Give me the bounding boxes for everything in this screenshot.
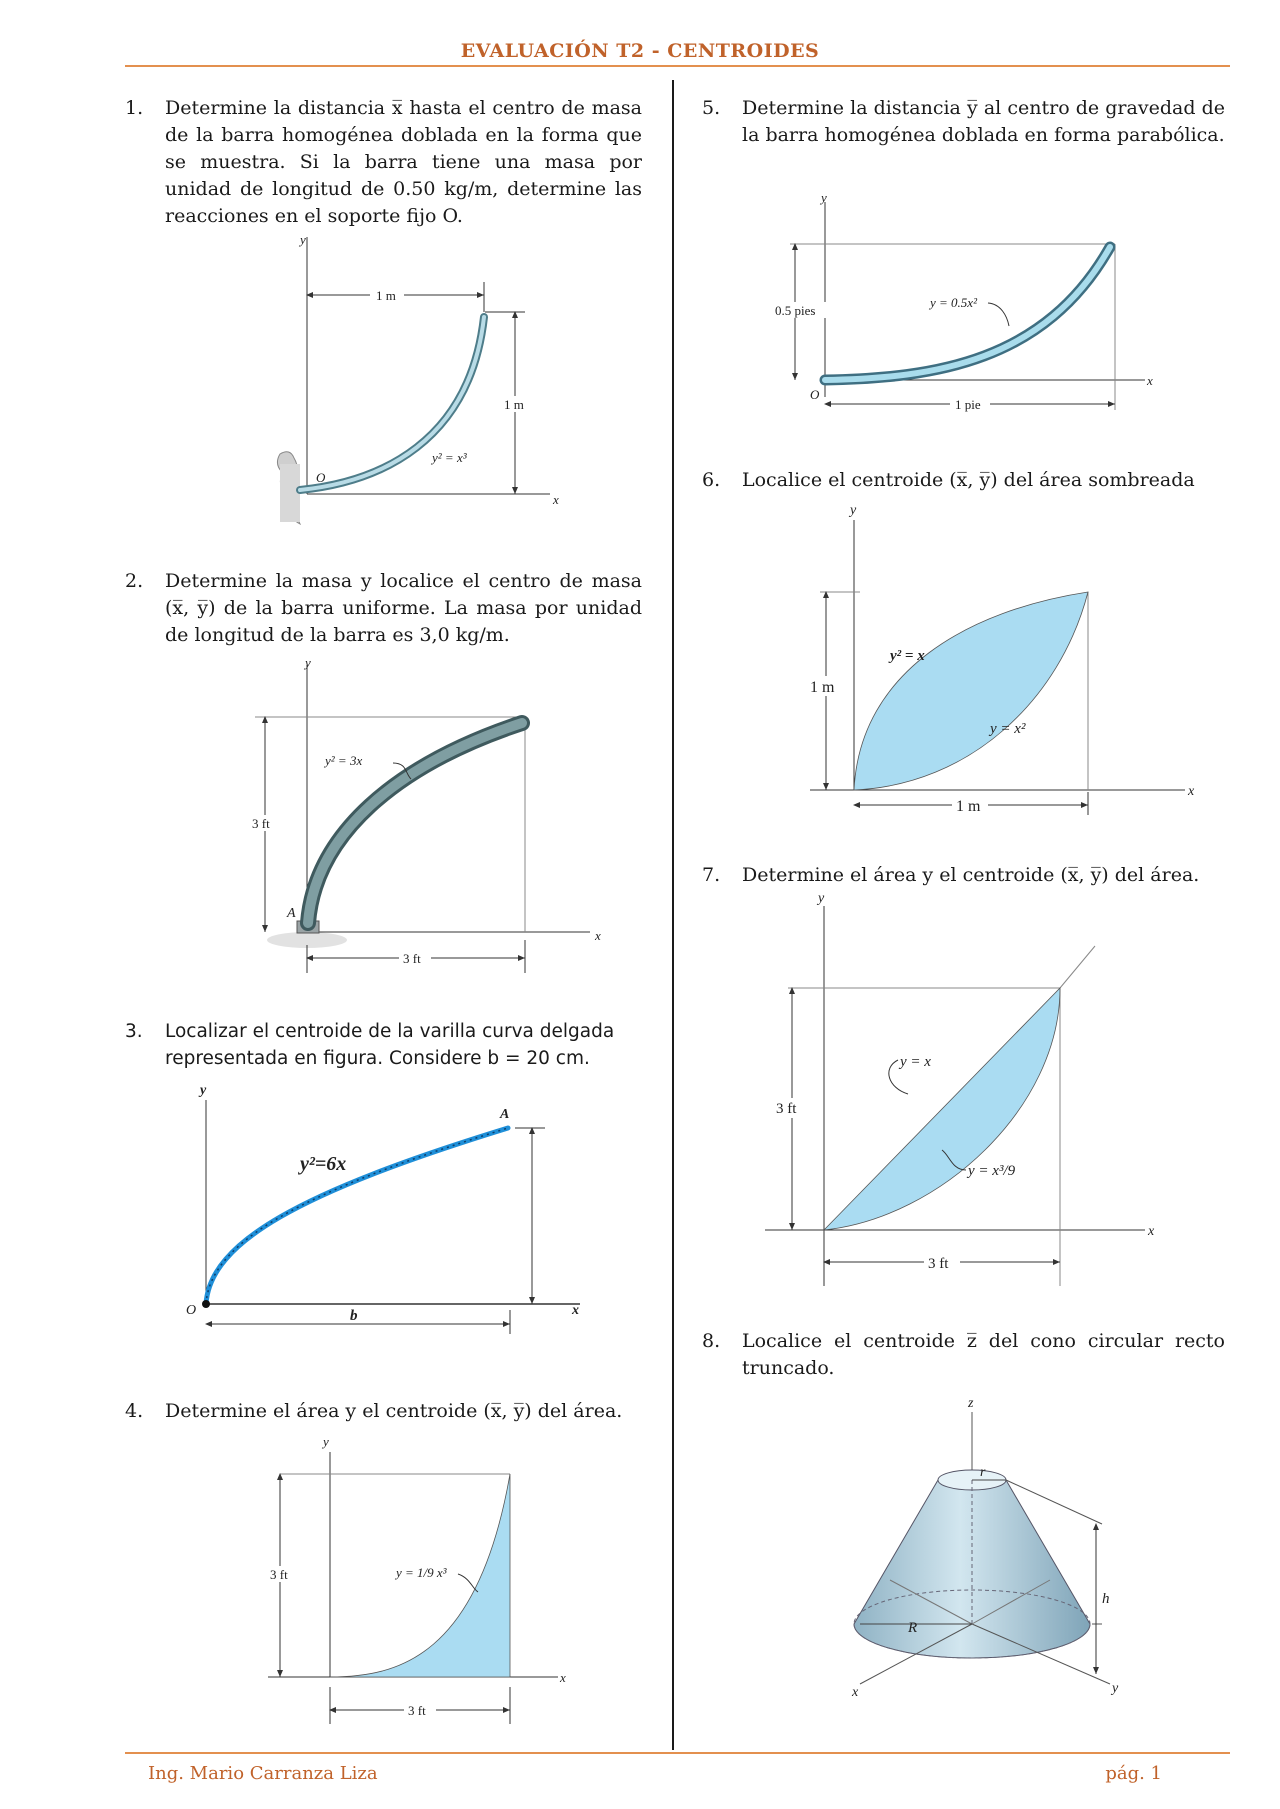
- z-axis-label: z: [968, 1396, 974, 1411]
- y-axis-label: y: [818, 891, 825, 906]
- wall-hatch: [280, 464, 300, 522]
- problem-text: Localizar el centroide de la varilla curva delgada representada en figura. Considere b = 20 cm.: [165, 1021, 615, 1069]
- figure-problem-7: [760, 888, 1180, 1298]
- curve-equation: y²=6x: [300, 1153, 347, 1175]
- height-label: 0.5 pies: [775, 303, 816, 318]
- shaded-area: [824, 988, 1060, 1230]
- x-axis-label: x: [1147, 373, 1153, 388]
- x-axis-label: x: [1188, 784, 1195, 799]
- curve-equation: y² = x³: [432, 450, 467, 465]
- y-axis-label: y: [305, 655, 311, 670]
- problem-1: [125, 95, 642, 230]
- figure-problem-3: [180, 1082, 600, 1352]
- width-label: 3 ft: [408, 1703, 426, 1718]
- y-axis-label: y: [850, 503, 857, 518]
- figure-problem-4: [258, 1432, 588, 1732]
- lower-curve-equation: y = x²: [990, 721, 1026, 737]
- shaded-area: [854, 592, 1088, 790]
- curved-rod: [206, 1128, 508, 1304]
- lower-curve-equation: y = x³/9: [968, 1163, 1016, 1179]
- figure-problem-5: [765, 192, 1165, 427]
- curve-equation: y² = 3x: [325, 753, 363, 768]
- origin-label: O: [810, 387, 820, 402]
- problem-3: [125, 1018, 642, 1078]
- document-title: EVALUACIÓN T2 - CENTROIDES: [460, 40, 820, 62]
- problem-number: 2.: [125, 570, 144, 592]
- width-label: 1 pie: [955, 397, 981, 412]
- problem-text: Determine el área y el centroide (x̅, y̅) del área.: [165, 1400, 623, 1422]
- width-label: 1 m: [956, 798, 981, 815]
- height-label: h: [1102, 1591, 1110, 1607]
- y-axis-label: y: [1112, 1681, 1119, 1696]
- top-radius-label: r: [980, 1465, 986, 1480]
- y-axis-label: y: [821, 190, 827, 205]
- problem-6: [702, 467, 1232, 497]
- curve-equation: y = 1/9 x³: [396, 1565, 447, 1580]
- height-label: 1 m: [504, 397, 524, 412]
- header-rule: [125, 65, 1230, 67]
- problem-text: Determine la masa y localice el centro de masa (x̅, y̅) de la barra uniforme. La masa por unidad de longitud de la barra es 3,0 kg/m.: [165, 570, 642, 646]
- problem-number: 4.: [125, 1400, 144, 1422]
- footer-page-number: pág. 1: [1105, 1763, 1162, 1784]
- upper-curve-equation: y = x: [900, 1054, 931, 1070]
- problem-5: [702, 95, 1225, 180]
- upper-curve-equation: y² = x: [890, 648, 925, 664]
- problem-number: 3.: [125, 1021, 143, 1042]
- truncated-cone: [854, 1480, 1090, 1658]
- figure-problem-1: [270, 232, 570, 532]
- problem-number: 8.: [702, 1330, 721, 1352]
- origin-label: O: [186, 1303, 197, 1318]
- x-axis-label: x: [1148, 1224, 1155, 1239]
- problem-number: 7.: [702, 864, 721, 886]
- height-label: 3 ft: [252, 816, 270, 831]
- problem-text: Determine el área y el centroide (x̅, y̅) del área.: [742, 864, 1200, 886]
- height-label: 1 m: [810, 679, 835, 696]
- point-label: A: [500, 1107, 510, 1122]
- problem-text: Determine la distancia y̅ al centro de gravedad de la barra homogénea doblada en forma parabólica.: [742, 97, 1225, 146]
- height-label: 3 ft: [270, 1567, 288, 1582]
- problem-number: 5.: [702, 97, 721, 119]
- problem-text: Localice el centroide z̅ del cono circular recto truncado.: [742, 1330, 1225, 1379]
- y-axis-label: y: [300, 232, 306, 247]
- figure-problem-2: [245, 655, 615, 985]
- figure-problem-8: [800, 1392, 1170, 1702]
- footer-author: Ing. Mario Carranza Liza: [148, 1763, 378, 1784]
- problem-8: [702, 1328, 1225, 1388]
- width-label: 3 ft: [403, 951, 421, 966]
- y-axis-label: y: [200, 1083, 207, 1098]
- problem-4: [125, 1398, 642, 1428]
- x-axis-label: x: [560, 1670, 566, 1685]
- width-label: 1 m: [376, 288, 396, 303]
- x-axis-label: x: [572, 1303, 579, 1318]
- problem-text: Localice el centroide (x̅, y̅) del área sombreada: [742, 469, 1195, 491]
- figure-problem-6: [790, 500, 1210, 830]
- curve-equation: y = 0.5x²: [930, 295, 977, 310]
- footer-rule: [125, 1752, 1230, 1754]
- column-divider: [672, 80, 674, 1750]
- problem-number: 6.: [702, 469, 721, 491]
- problem-number: 1.: [125, 97, 144, 119]
- height-label: 3 ft: [776, 1101, 797, 1117]
- y-axis-label: y: [323, 1434, 329, 1449]
- bottom-radius-label: R: [908, 1620, 918, 1636]
- x-axis-label: x: [595, 928, 601, 943]
- x-axis-label: x: [852, 1685, 859, 1700]
- origin-label: O: [316, 470, 326, 485]
- problem-text: Determine la distancia x̅ hasta el centro de masa de la barra homogénea doblada en la forma que se muestra. Si la barra tiene una masa por unidad de longitud de 0.50 kg/m, determine las reacciones en el soporte fijo O.: [165, 97, 642, 227]
- width-label: b: [350, 1308, 358, 1324]
- point-label: A: [287, 906, 296, 921]
- origin-dot: [202, 1300, 210, 1308]
- width-label: 3 ft: [928, 1256, 949, 1272]
- x-axis-label: x: [553, 492, 559, 507]
- problem-2: [125, 568, 642, 653]
